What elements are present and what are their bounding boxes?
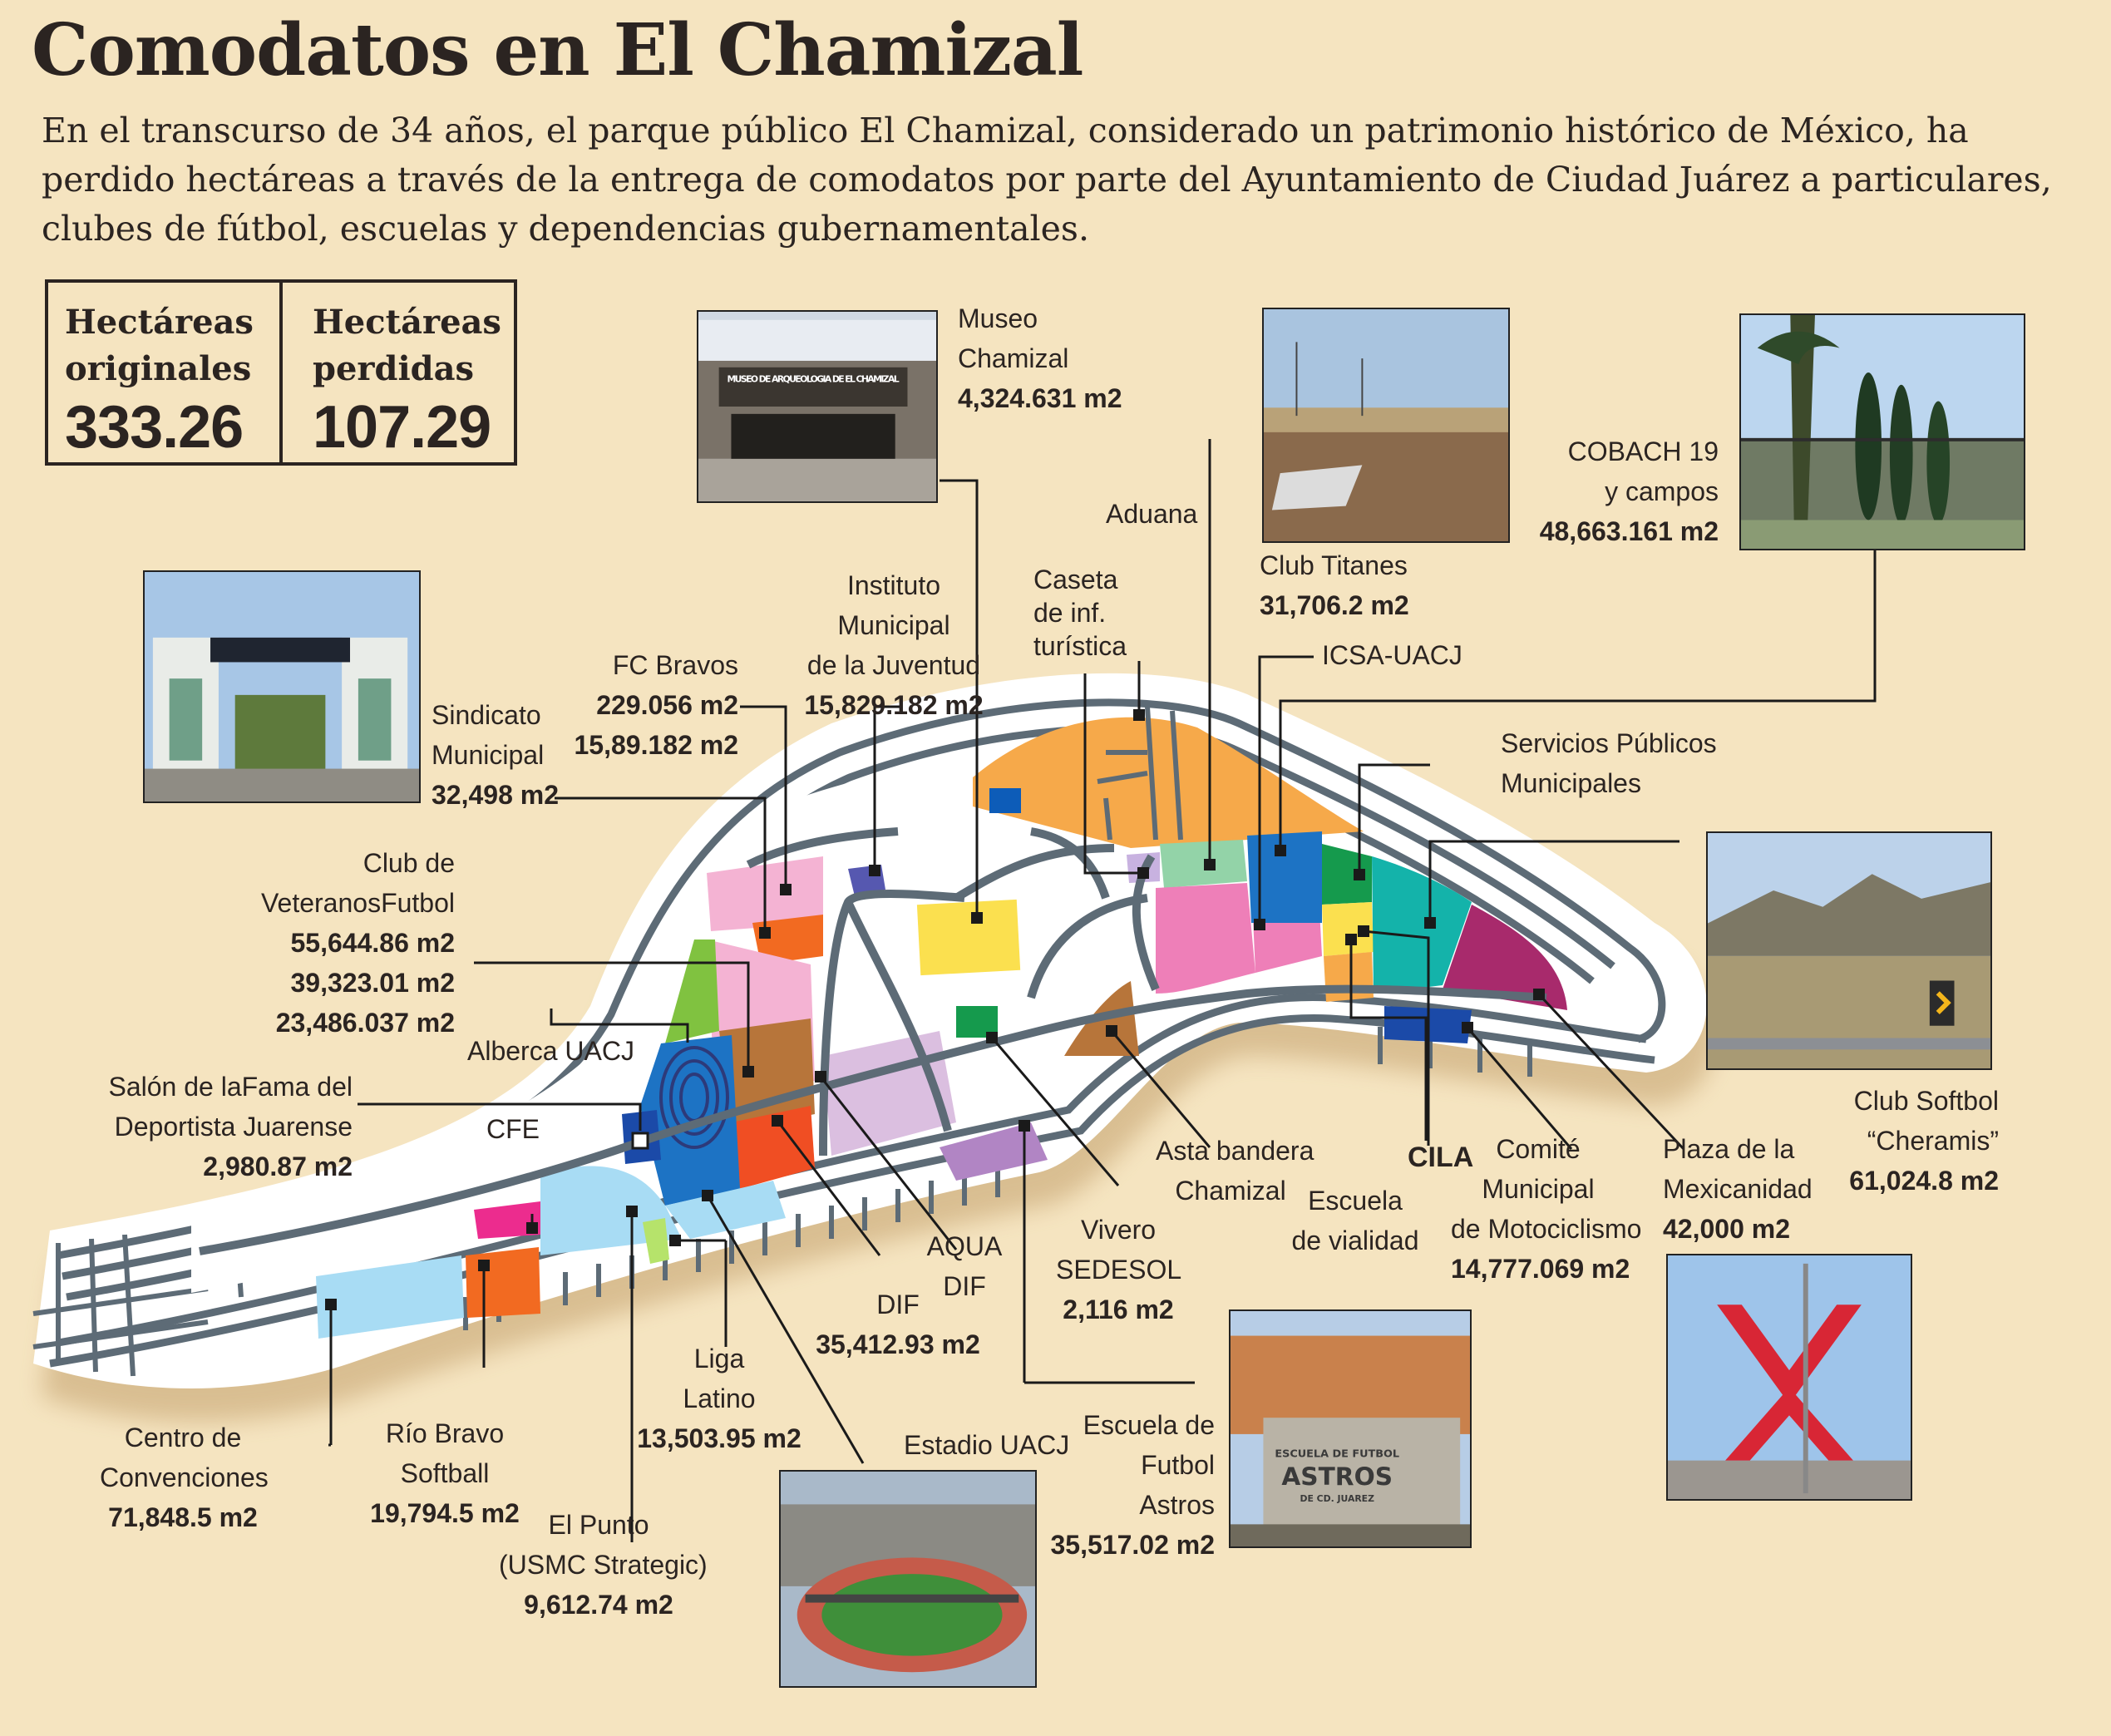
label-astros xyxy=(1051,1405,1216,1565)
label-comite-area: 14,777.069 m2 xyxy=(1451,1254,1630,1284)
label-vialidad xyxy=(1289,1181,1422,1260)
label-vivero-area: 2,116 m2 xyxy=(1063,1295,1174,1324)
astros-sign-2: ASTROS xyxy=(1281,1462,1393,1492)
label-riobravo-area: 19,794.5 m2 xyxy=(370,1498,520,1528)
photo-cobach xyxy=(1739,313,2025,550)
label-fcbravos-area-2: 15,89.182 m2 xyxy=(574,730,738,760)
label-museo-name-1: Museo xyxy=(958,303,1038,333)
label-centro-name-1: Centro de xyxy=(124,1423,242,1452)
page-title: Comodatos en El Chamizal xyxy=(32,8,1083,92)
parcel-titanes xyxy=(1160,840,1247,888)
label-cobach xyxy=(1540,432,1719,551)
label-liga xyxy=(636,1339,802,1458)
label-plaza-name-1: Plaza de la xyxy=(1663,1134,1795,1164)
label-alberca xyxy=(467,1031,634,1071)
stat-original-label-2: originales xyxy=(65,349,252,388)
label-veteranos-area-2: 39,323.01 m2 xyxy=(290,968,455,998)
photo-titanes xyxy=(1262,308,1510,543)
photo-astros xyxy=(1229,1309,1472,1548)
label-fcbravos xyxy=(575,645,739,765)
label-cobach-name-2: y campos xyxy=(1605,476,1719,506)
parcel-riobravo xyxy=(466,1247,540,1318)
label-instituto-name-2: Municipal xyxy=(837,610,950,640)
label-salon-name-2: Deportista Juarense xyxy=(114,1112,353,1142)
label-alberca-name: Alberca UACJ xyxy=(467,1036,634,1066)
label-vialidad-name-2: de vialidad xyxy=(1291,1226,1419,1255)
stat-original-label-1: Hectáreas xyxy=(65,303,254,342)
salon-marker xyxy=(633,1133,648,1148)
photo-museo xyxy=(697,310,938,503)
label-sindicato-name-2: Municipal xyxy=(432,740,545,770)
label-dif xyxy=(815,1285,981,1364)
label-liga-area: 13,503.95 m2 xyxy=(637,1423,801,1453)
label-titanes-area: 31,706.2 m2 xyxy=(1260,590,1409,620)
label-fcbravos-name: FC Bravos xyxy=(612,650,738,680)
label-comite xyxy=(1451,1129,1642,1289)
photo-softbol xyxy=(1706,831,1992,1070)
label-veteranos xyxy=(261,843,455,1043)
label-cila-name: CILA xyxy=(1408,1142,1474,1173)
label-softbol-area: 61,024.8 m2 xyxy=(1849,1166,1999,1196)
label-museo xyxy=(958,298,1122,418)
label-salon xyxy=(108,1067,353,1186)
label-sindicato-name-1: Sindicato xyxy=(432,700,541,730)
label-caseta-name-2: de inf. xyxy=(1033,598,1107,628)
label-astros-name-1: Escuela de xyxy=(1083,1410,1215,1440)
label-comite-name-3: de Motociclismo xyxy=(1451,1214,1642,1244)
stat-lost-label-2: perdidas xyxy=(313,349,475,388)
label-icsa xyxy=(1322,635,1462,675)
page-subtitle: En el transcurso de 34 años, el parque público El Chamizal, considerado un patrimonio histórico de México, ha perdido hectáreas a través de la entrega de comodatos por parte del Ayuntamiento de Ciudad Juárez a particulares, clubes de fútbol, escuelas y dependencias gubernamentales. xyxy=(42,111,2052,249)
label-centro-area: 71,848.5 m2 xyxy=(108,1502,258,1532)
label-titanes xyxy=(1260,545,1409,625)
label-dif-area: 35,412.93 m2 xyxy=(816,1329,980,1359)
astros-sign-1: ESCUELA DE FUTBOL xyxy=(1275,1447,1400,1461)
label-servicios-name-2: Municipales xyxy=(1501,768,1641,798)
stat-original-value: 333.26 xyxy=(65,394,244,461)
stat-lost-label-1: Hectáreas xyxy=(313,303,501,342)
parcel-vialidad xyxy=(1324,952,1374,1002)
label-softbol xyxy=(1849,1081,1999,1201)
label-cobach-name-1: COBACH 19 xyxy=(1567,436,1719,466)
label-elpunto-name-1: El Punto xyxy=(548,1510,649,1540)
label-veteranos-name-1: Club de xyxy=(363,848,455,878)
label-sindicato-area: 32,498 m2 xyxy=(432,780,560,810)
label-veteranos-area-3: 23,486.037 m2 xyxy=(275,1008,455,1038)
label-softbol-name-2: “Cheramis” xyxy=(1867,1126,1999,1156)
label-vialidad-name-1: Escuela xyxy=(1308,1186,1403,1216)
parcel-aduana-blue xyxy=(989,788,1021,813)
label-elpunto-name-2: (USMC Strategic) xyxy=(499,1550,708,1580)
label-estadio-name: Estadio UACJ xyxy=(904,1430,1070,1460)
label-museo-name-2: Chamizal xyxy=(958,343,1069,373)
photo-plaza xyxy=(1666,1254,1912,1501)
label-titanes-name: Club Titanes xyxy=(1260,550,1408,580)
label-plaza-area: 42,000 m2 xyxy=(1663,1214,1791,1244)
label-salon-name-1: Salón de laFama del xyxy=(108,1072,353,1102)
label-riobravo-name-1: Río Bravo xyxy=(385,1418,505,1448)
label-caseta-name-3: turística xyxy=(1033,631,1127,661)
label-astros-area: 35,517.02 m2 xyxy=(1050,1530,1215,1560)
label-cobach-area: 48,663.161 m2 xyxy=(1539,516,1719,546)
label-instituto-area: 15,829.182 m2 xyxy=(804,690,984,720)
stat-lost-value: 107.29 xyxy=(313,394,491,461)
label-instituto-name-3: de la Juventud xyxy=(806,650,981,680)
label-sindicato xyxy=(432,695,559,815)
label-vivero-name-2: SEDESOL xyxy=(1056,1255,1182,1285)
label-asta-name-1: Asta bandera xyxy=(1156,1136,1314,1166)
label-aduana-name: Aduana xyxy=(1106,499,1198,529)
photo-estadio xyxy=(779,1470,1037,1688)
label-riobravo-name-2: Softball xyxy=(400,1458,490,1488)
label-aqua-name-1: AQUA xyxy=(926,1231,1003,1261)
label-salon-area: 2,980.87 m2 xyxy=(203,1152,353,1181)
label-veteranos-name-2: VeteranosFutbol xyxy=(260,888,455,918)
label-veteranos-area-1: 55,644.86 m2 xyxy=(290,928,455,958)
label-centro xyxy=(100,1418,269,1537)
label-elpunto-area: 9,612.74 m2 xyxy=(524,1590,673,1620)
label-liga-name-1: Liga xyxy=(693,1344,745,1374)
label-aduana xyxy=(1106,494,1197,534)
label-astros-name-3: Astros xyxy=(1139,1490,1215,1520)
label-astros-name-2: Futbol xyxy=(1141,1450,1215,1480)
label-asta-name-2: Chamizal xyxy=(1175,1176,1286,1206)
label-estadio xyxy=(904,1425,1069,1465)
label-servicios xyxy=(1501,723,1717,803)
label-elpunto xyxy=(499,1505,708,1625)
label-instituto xyxy=(786,565,1002,725)
parcel-museo xyxy=(917,900,1020,975)
museo-sign: MUSEO DE ARQUEOLOGIA DE EL CHAMIZAL xyxy=(727,373,900,385)
label-comite-name-2: Municipal xyxy=(1482,1174,1595,1204)
label-aqua-name-2: DIF xyxy=(943,1271,986,1301)
label-comite-name-1: Comité xyxy=(1496,1134,1581,1164)
photo-sindicato xyxy=(143,570,421,803)
label-centro-name-2: Convenciones xyxy=(100,1462,269,1492)
astros-sign-3: DE CD. JUAREZ xyxy=(1300,1492,1374,1504)
label-plaza-name-2: Mexicanidad xyxy=(1663,1174,1813,1204)
label-dif-name: DIF xyxy=(876,1290,920,1319)
label-liga-name-2: Latino xyxy=(683,1383,756,1413)
label-cfe-name: CFE xyxy=(486,1114,540,1144)
label-vivero xyxy=(1056,1210,1181,1329)
label-fcbravos-area-1: 229.056 m2 xyxy=(596,690,738,720)
label-caseta-name-1: Caseta xyxy=(1033,565,1118,594)
label-instituto-name-1: Instituto xyxy=(846,570,941,600)
label-servicios-name-1: Servicios Públicos xyxy=(1501,728,1717,758)
label-icsa-name: ICSA-UACJ xyxy=(1322,640,1462,670)
label-museo-area: 4,324.631 m2 xyxy=(958,383,1122,413)
label-cfe xyxy=(486,1109,540,1149)
label-softbol-name-1: Club Softbol xyxy=(1853,1086,1999,1116)
label-vivero-name-1: Vivero xyxy=(1080,1215,1157,1245)
label-plaza xyxy=(1663,1129,1813,1249)
label-asta xyxy=(1156,1131,1314,1211)
label-caseta xyxy=(1033,563,1127,663)
